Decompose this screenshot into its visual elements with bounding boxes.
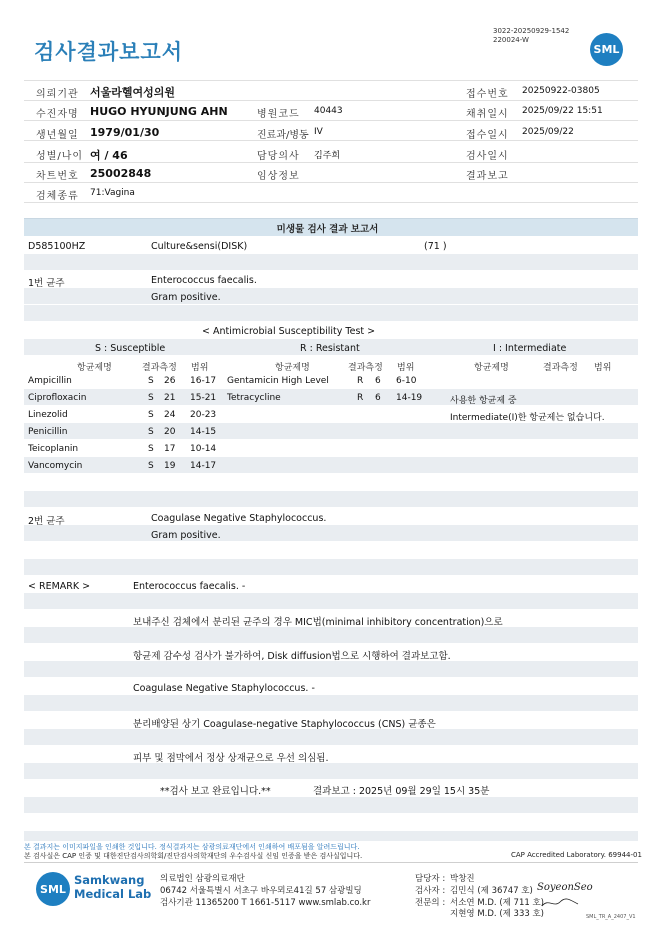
- row-band: [24, 559, 638, 575]
- hospital-code-value: 40443: [314, 106, 343, 116]
- document-id: [493, 27, 569, 45]
- test-name: Culture&sensi(DISK): [151, 241, 248, 252]
- org-name: 의료법인 삼광의료재단: [160, 874, 245, 884]
- doc-id-line1: 3022-20250929-1542: [493, 27, 570, 35]
- row-band: [24, 254, 638, 270]
- staff-label: 검사자 :: [415, 886, 446, 896]
- divider: [24, 140, 638, 141]
- remark-line: 피부 및 점막에서 정상 상재균으로 우선 의심됨.: [133, 753, 329, 764]
- drug-value: 21: [164, 393, 176, 403]
- staff-label: 전문의 :: [415, 898, 446, 908]
- row-band: [24, 457, 638, 473]
- drug-name: Ciprofloxacin: [28, 393, 87, 403]
- dept-value: IV: [314, 127, 323, 137]
- col-range-left: 범위: [191, 363, 209, 373]
- row-band: [24, 729, 638, 745]
- intermediate-note-2: Intermediate(I)한 항균제는 없습니다.: [450, 413, 605, 423]
- drug-name: Teicoplanin: [28, 444, 79, 454]
- drug-sir: R: [357, 376, 364, 386]
- row-band: [24, 627, 638, 643]
- collect-date-label: 채취일시: [466, 109, 509, 120]
- drug-name: Penicillin: [28, 427, 68, 437]
- chart-label: 차트번호: [36, 171, 79, 182]
- row-band: [24, 305, 638, 321]
- remark-line: Coagulase Negative Staphylococcus. -: [133, 683, 315, 694]
- col-result-right: 결과측정: [543, 363, 578, 373]
- drug-range: 10-14: [190, 444, 217, 454]
- organism2-name: Coagulase Negative Staphylococcus.: [151, 513, 327, 524]
- signature-scribble-icon: [540, 896, 580, 910]
- brand-line2: Medical Lab: [74, 887, 152, 901]
- test-code: D585100HZ: [28, 241, 86, 252]
- row-band: [24, 525, 638, 541]
- drug-sir: S: [148, 376, 154, 386]
- row-band: [24, 389, 638, 405]
- image-notice: 본 결과지는 이미지파일을 인쇄한 것입니다. 정식결과지는 삼광의료재단에서 인쇄하여 배포됨을 알려드립니다.: [24, 843, 360, 851]
- drug-name: Gentamicin High Level: [227, 376, 329, 386]
- drug-name: Linezolid: [28, 410, 68, 420]
- drug-name: Ampicillin: [28, 376, 72, 386]
- specimen-label: 검체종류: [36, 191, 79, 202]
- signature: SoyeonSeo: [537, 882, 593, 893]
- legend-resistant: R : Resistant: [300, 343, 360, 354]
- sml-logo: SML: [590, 33, 623, 66]
- staff-name: 박창진: [450, 874, 475, 884]
- doctor-value: 김주희: [314, 151, 341, 161]
- staff-name: 서소연 M.D. (제 711 호): [450, 898, 545, 908]
- dob-label: 생년월일: [36, 130, 79, 141]
- drug-range: 16-17: [190, 376, 217, 386]
- hospital-code-label: 병원코드: [257, 109, 300, 120]
- institution-label: 의뢰기관: [36, 89, 79, 100]
- sex-age-label: 성별/나이: [36, 151, 84, 162]
- drug-range: 20-23: [190, 410, 217, 420]
- institution-value: 서울라헬여성의원: [90, 86, 176, 99]
- final-report-date: 결과보고 : 2025년 09월 29일 15시 35분: [313, 786, 490, 797]
- drug-value: 26: [164, 376, 176, 386]
- divider: [24, 182, 638, 183]
- divider: [24, 862, 638, 863]
- organism1-label: 1번 균주: [28, 278, 65, 289]
- divider: [24, 202, 638, 203]
- drug-value: 17: [164, 444, 176, 454]
- drug-range: 14-15: [190, 427, 217, 437]
- row-band: [24, 491, 638, 507]
- accreditation-notice: 본 검사실은 CAP 인증 및 대한진단검사의학회/진단검사의학재단의 우수검사실 신임 인증을 받은 검사실입니다.: [24, 852, 363, 860]
- dept-label: 진료과/병동: [257, 130, 309, 141]
- test-number: (71 ): [424, 241, 447, 252]
- row-band: [24, 593, 638, 609]
- page-title: 검사결과보고서: [34, 40, 184, 64]
- specimen-value: 71:Vagina: [90, 188, 135, 198]
- staff-name: 지현영 M.D. (제 333 호): [450, 909, 545, 919]
- col-range-right: 범위: [594, 363, 612, 373]
- organism2-label: 2번 균주: [28, 516, 65, 527]
- col-drug-left: 항균제명: [77, 363, 112, 373]
- drug-range: 14-17: [190, 461, 217, 471]
- drug-range: 15-21: [190, 393, 217, 403]
- drug-range: 6-10: [396, 376, 417, 386]
- remark-line: 분리배양된 상기 Coagulase-negative Staphylococcus (CNS) 균종은: [133, 719, 436, 730]
- row-band: [24, 695, 638, 711]
- remark-line: 보내주신 검체에서 분리된 균주의 경우 MIC법(minimal inhibitory concentration)으로: [133, 617, 503, 628]
- col-result-mid: 결과측정: [348, 363, 383, 373]
- sml-logo: SML: [36, 872, 70, 906]
- row-band: [24, 797, 638, 813]
- form-code: SML_TR_A_2407_V1: [586, 914, 636, 920]
- staff-name: 김민식 (제 36747 호): [450, 886, 533, 896]
- drug-value: 20: [164, 427, 176, 437]
- dob-value: 1979/01/30: [90, 126, 160, 139]
- brand-line1: Samkwang: [74, 873, 145, 887]
- ast-title: < Antimicrobial Susceptibility Test >: [202, 326, 376, 337]
- drug-name: Tetracycline: [227, 393, 281, 403]
- col-drug-right: 항균제명: [474, 363, 509, 373]
- sex-age-value: 여 / 46: [90, 149, 128, 162]
- drug-value: 19: [164, 461, 176, 471]
- drug-sir: S: [148, 427, 154, 437]
- doctor-label: 담당의사: [257, 151, 300, 162]
- drug-name: Vancomycin: [28, 461, 83, 471]
- remark-line: Enterococcus faecalis. -: [133, 581, 246, 592]
- drug-value: 24: [164, 410, 176, 420]
- doc-id-line2: 220024-W: [493, 36, 529, 44]
- drug-value: 6: [375, 376, 381, 386]
- org-contact: 검사기관 11365200 T 1661-5117 www.smlab.co.kr: [160, 898, 371, 908]
- receipt-date-label: 접수일시: [466, 130, 509, 141]
- col-range-mid: 범위: [397, 363, 415, 373]
- receipt-date-value: 2025/09/22: [522, 127, 574, 137]
- chart-value: 25002848: [90, 167, 152, 180]
- drug-range: 14-19: [396, 393, 423, 403]
- col-drug-mid: 항균제명: [275, 363, 310, 373]
- name-value: HUGO HYUNJUNG AHN: [90, 105, 228, 118]
- receipt-no-value: 20250922-03805: [522, 86, 600, 96]
- remark-line: 항균제 감수성 검사가 불가하여, Disk diffusion법으로 시행하여 결과보고함.: [133, 651, 451, 662]
- divider: [24, 100, 638, 101]
- col-result-left: 결과측정: [142, 363, 177, 373]
- brand-name: [74, 873, 151, 901]
- drug-sir: S: [148, 461, 154, 471]
- collect-date-value: 2025/09/22 15:51: [522, 106, 603, 116]
- org-address: 06742 서울특별시 서초구 바우뫼로41길 57 삼광빌딩: [160, 886, 362, 896]
- row-band: [24, 661, 638, 677]
- clinical-label: 임상정보: [257, 171, 300, 182]
- row-band: [24, 423, 638, 439]
- divider: [24, 80, 638, 81]
- organism1-name: Enterococcus faecalis.: [151, 275, 257, 286]
- section-title: 미생물 검사 결과 보고서: [276, 224, 379, 235]
- remark-label: < REMARK >: [28, 581, 91, 592]
- report-label: 결과보고: [466, 171, 509, 182]
- legend-susceptible: S : Susceptible: [95, 343, 166, 354]
- organism1-gram: Gram positive.: [151, 292, 221, 303]
- report-complete: **검사 보고 완료입니다.**: [160, 786, 271, 797]
- drug-sir: S: [148, 393, 154, 403]
- divider: [24, 120, 638, 121]
- staff-label: 담당자 :: [415, 874, 446, 884]
- drug-value: 6: [375, 393, 381, 403]
- row-band: [24, 763, 638, 779]
- name-label: 수진자명: [36, 109, 79, 120]
- drug-sir: S: [148, 410, 154, 420]
- drug-sir: S: [148, 444, 154, 454]
- legend-intermediate: I : Intermediate: [493, 343, 567, 354]
- receipt-no-label: 접수번호: [466, 89, 509, 100]
- intermediate-note-1: 사용한 항균제 중: [450, 396, 517, 406]
- organism2-gram: Gram positive.: [151, 530, 221, 541]
- cap-accreditation: CAP Accredited Laboratory. 69944-01: [511, 851, 642, 859]
- row-band: [24, 831, 638, 841]
- drug-sir: R: [357, 393, 364, 403]
- test-date-label: 검사일시: [466, 151, 509, 162]
- row-band: [24, 288, 638, 304]
